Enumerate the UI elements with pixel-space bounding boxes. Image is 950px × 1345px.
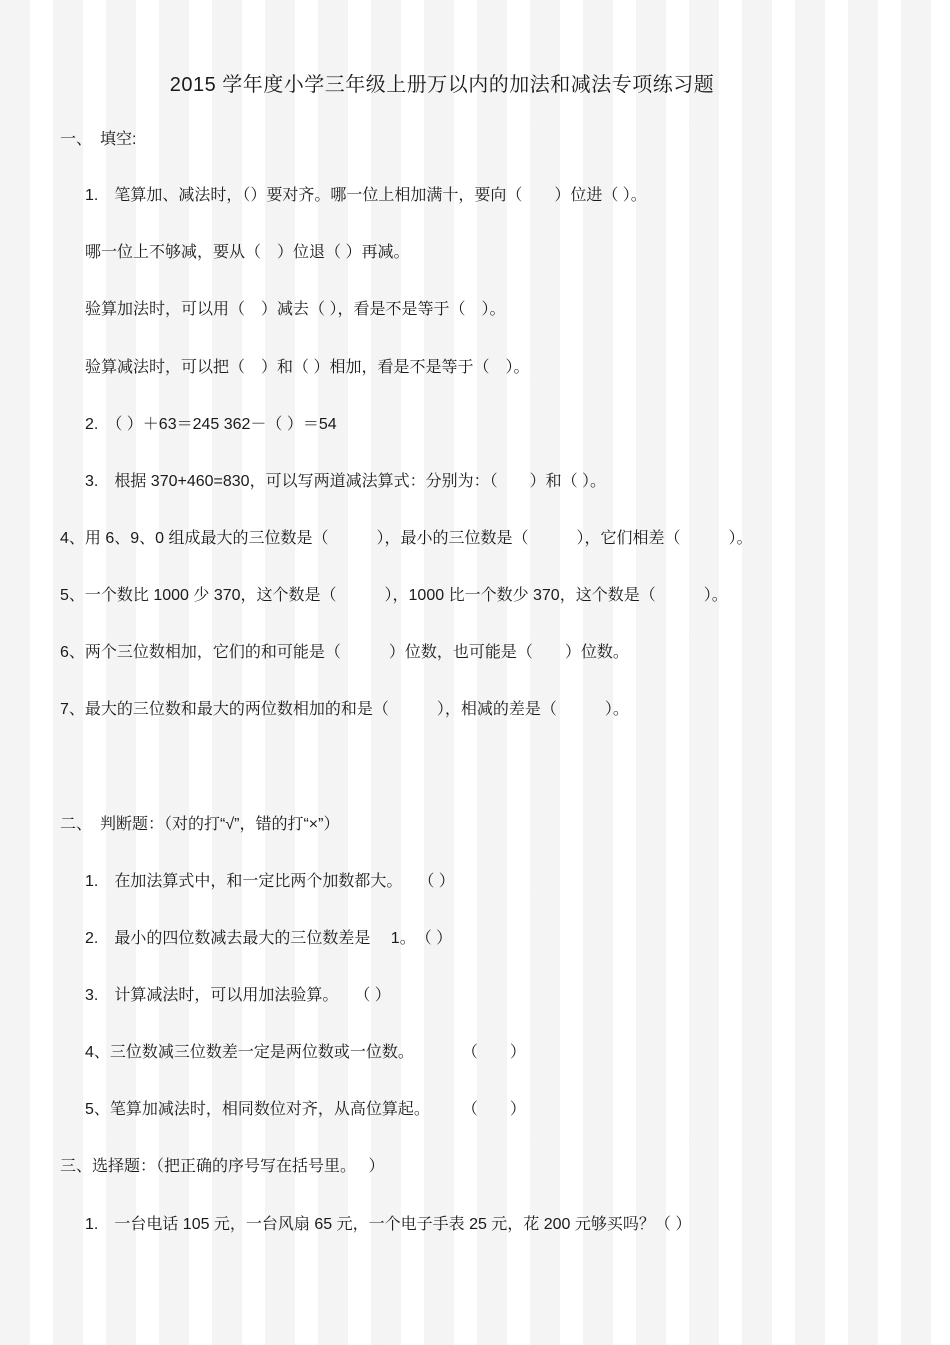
fill-q3: 3. 根据 370+460=830，可以写两道减法算式：分别为：（ ）和（ ）。 xyxy=(85,473,607,490)
fill-q7: 7、最大的三位数和最大的两位数相加的和是（ ），相减的差是（ ）。 xyxy=(60,701,629,718)
judge-q4: 4、三位数减三位数差一定是两位数或一位数。 （ ） xyxy=(85,1044,526,1061)
judge-q3: 3. 计算减法时，可以用加法验算。 （ ） xyxy=(85,987,391,1004)
fill-q2: 2. （ ）＋63＝245 362－（ ）＝54 xyxy=(85,416,337,433)
fill-q1-line3: 验算加法时，可以用（ ）减去（ ），看是不是等于（ ）。 xyxy=(85,301,506,318)
fill-q6: 6、两个三位数相加，它们的和可能是（ ）位数，也可能是（ ）位数。 xyxy=(60,644,629,661)
judge-q1: 1. 在加法算式中，和一定比两个加数都大。 （ ） xyxy=(85,873,455,890)
judge-q2: 2. 最小的四位数减去最大的三位数差是 1。 （ ） xyxy=(85,930,453,947)
fill-q1-line2: 哪一位上不够减，要从（ ）位退（ ）再减。 xyxy=(85,244,410,261)
judge-q5: 5、笔算加减法时，相同数位对齐，从高位算起。 （ ） xyxy=(85,1101,526,1118)
section2-heading: 二、 判断题：（对的打“√”，错的打“×”） xyxy=(60,816,340,833)
fill-q1-line1: 1. 笔算加、减法时，（）要对齐。哪一位上相加满十，要向（ ）位进（ ）。 xyxy=(85,187,647,204)
fill-q1-line4: 验算减法时，可以把（ ）和（ ）相加，看是不是等于（ ）。 xyxy=(85,359,530,376)
worksheet-title: 2015 学年度小学三年级上册万以内的加法和减法专项练习题 xyxy=(169,74,715,96)
fill-q4: 4、用 6、9、0 组成最大的三位数是（ ），最小的三位数是（ ），它们相差（ ）。 xyxy=(60,530,753,547)
section1-heading: 一、 填空: xyxy=(60,131,137,148)
choice-q1: 1. 一台电话 105 元，一台风扇 65 元，一个电子手表 25 元，花 200 元够买吗？（ ） xyxy=(85,1216,692,1233)
section3-heading: 三、选择题：（把正确的序号写在括号里。 ） xyxy=(60,1158,385,1175)
fill-q5: 5、一个数比 1000 少 370，这个数是（ ），1000 比一个数少 370，这个数是（ ）。 xyxy=(60,587,728,604)
